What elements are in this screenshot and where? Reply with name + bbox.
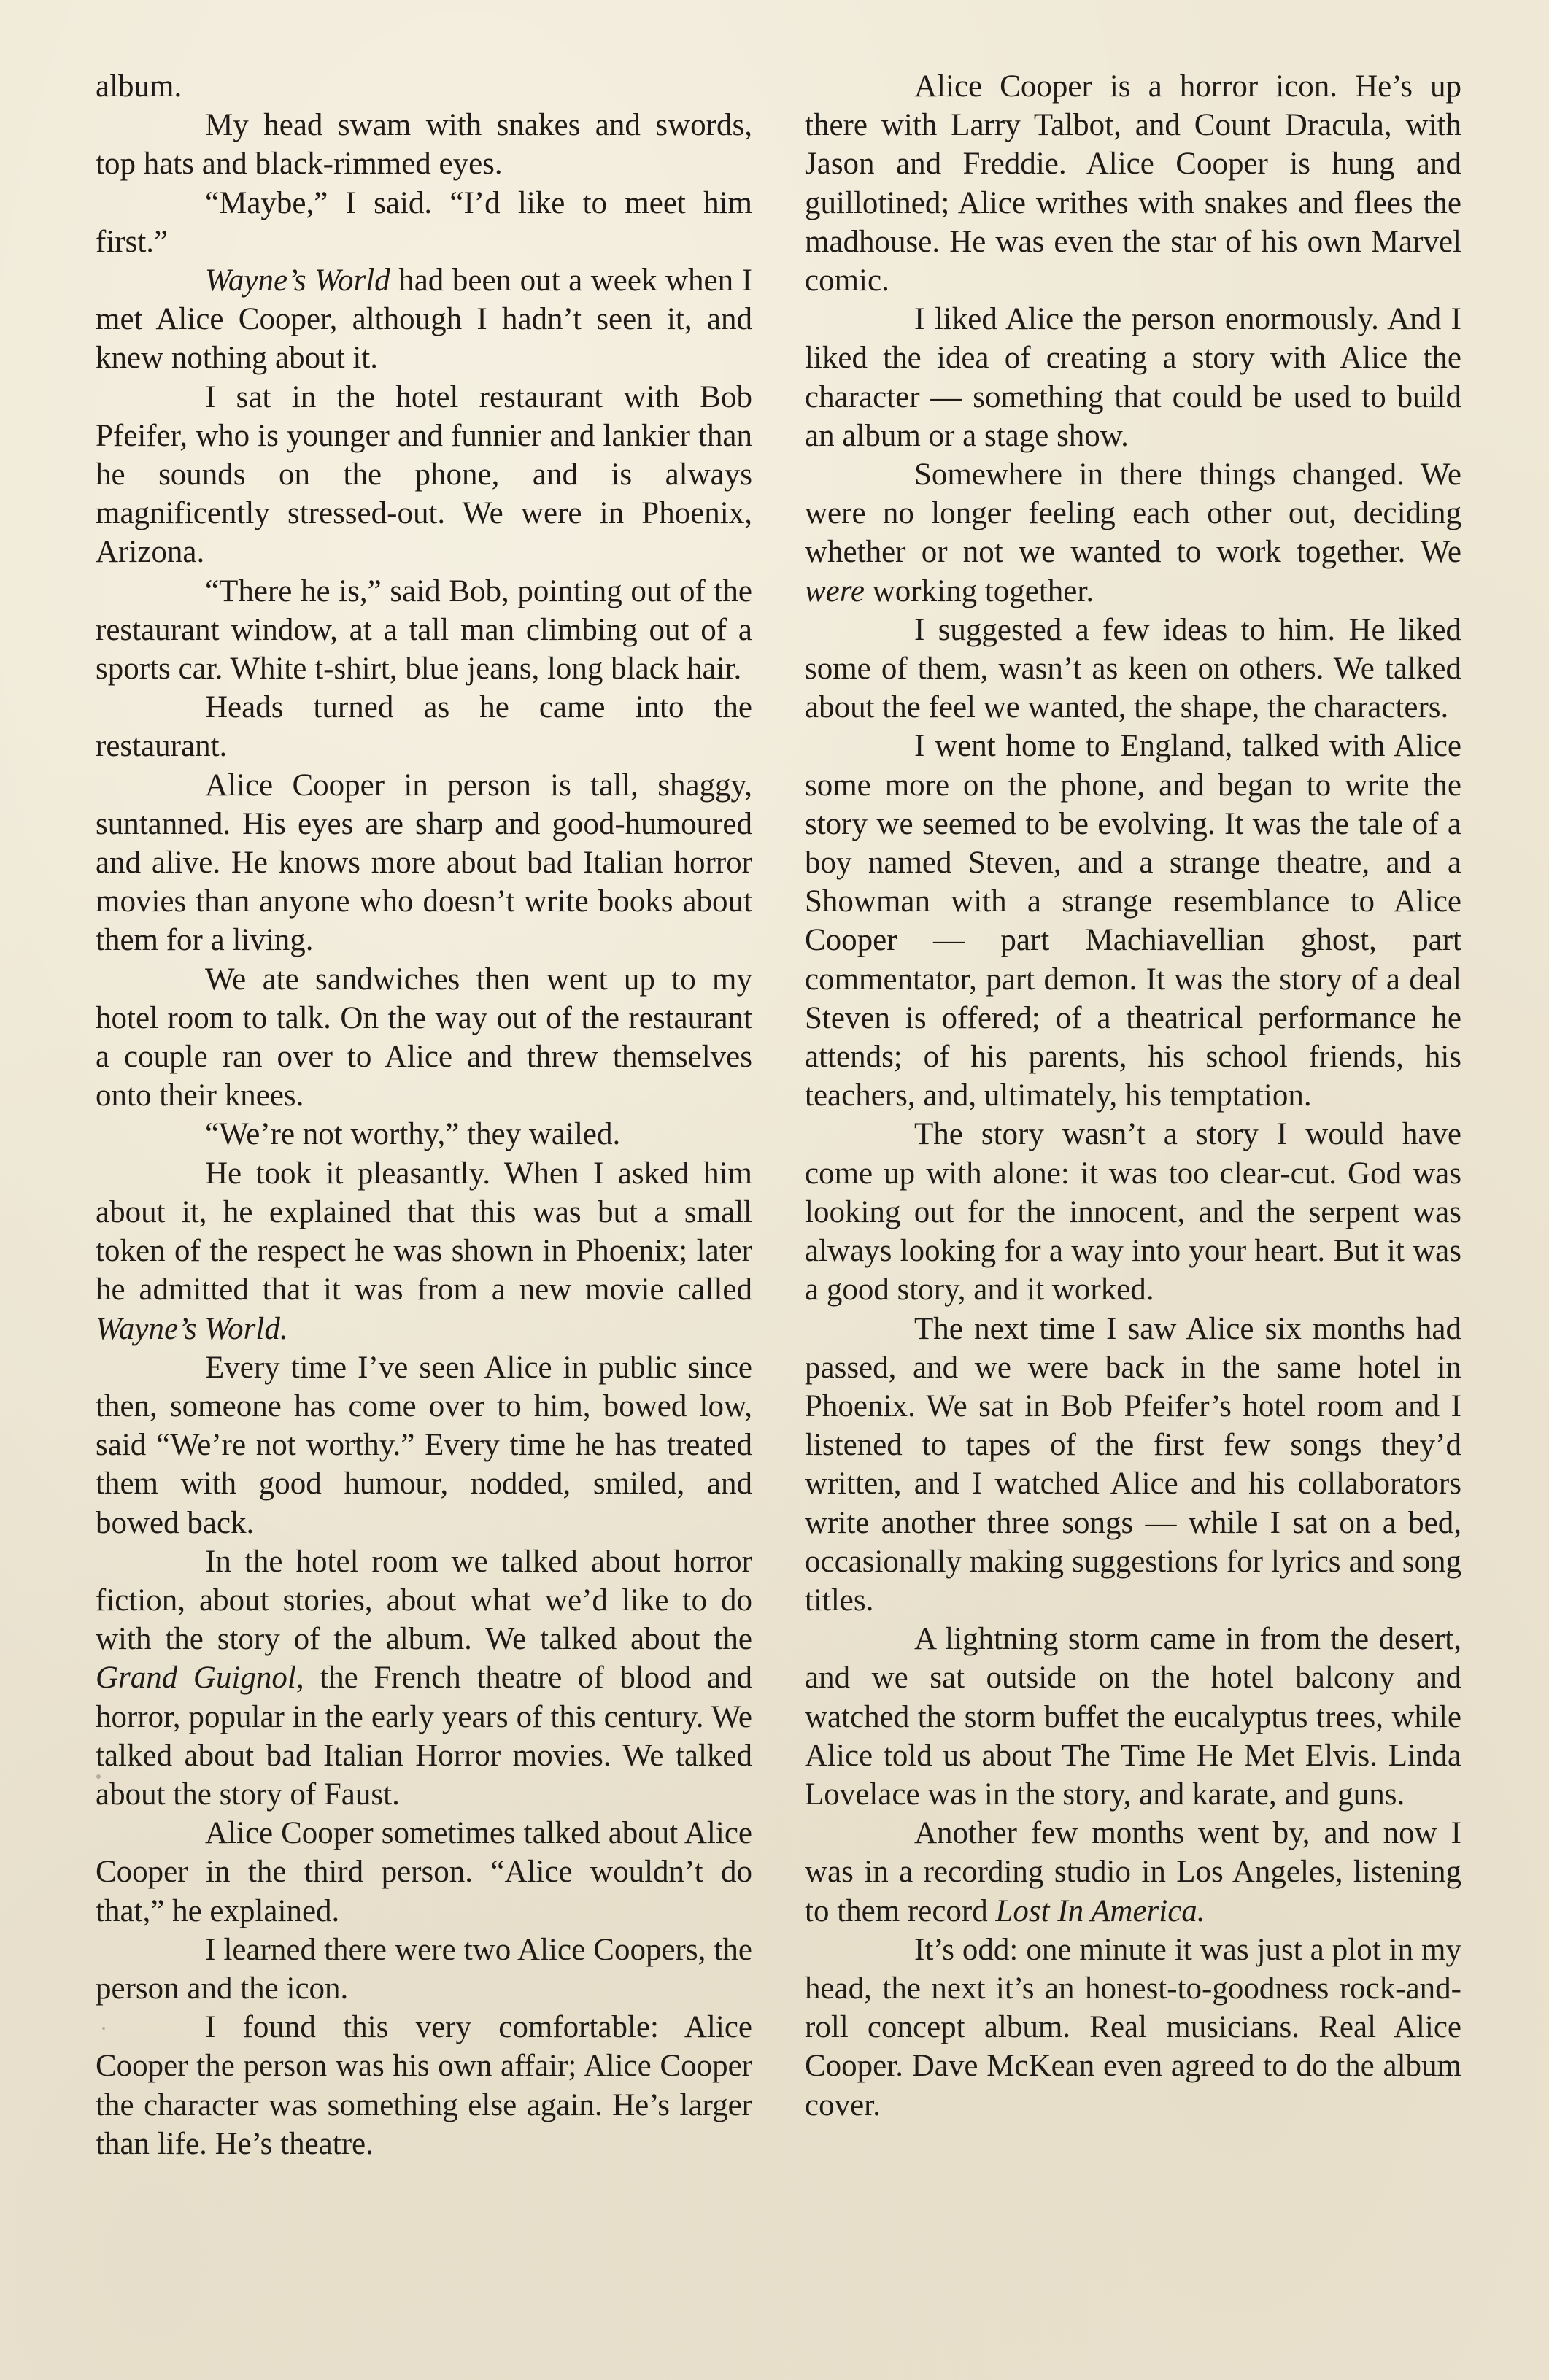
text-run: I sat in the hotel restaurant with Bob Pfeifer, who is younger and funnier and lankier than he sounds on the phone, and is always magnificently stressed-out. We were in Phoenix, Arizona. (96, 379, 752, 570)
paragraph (805, 1310, 1461, 1620)
italic-text-run: were (805, 573, 865, 608)
paragraph (96, 572, 752, 689)
paragraph (805, 67, 1461, 300)
paragraph (96, 2008, 752, 2163)
text-run: I learned there were two Alice Coopers, the person and the icon. (96, 1932, 752, 2006)
paragraph (96, 1154, 752, 1348)
text-run: I liked Alice the person enormously. And I liked the idea of creating a story with Alice the character — something that could be used to build an album or a stage show. (805, 302, 1461, 453)
text-run: “Maybe,” I said. “I’d like to meet him first.” (96, 185, 752, 259)
paragraph (96, 688, 752, 765)
paragraph (805, 300, 1461, 455)
text-run: It’s odd: one minute it was just a plot in my head, the next it’s an honest-to-goodness rock-and-roll concept album. Real musicians. Real Alice Cooper. Dave McKean even agreed to do the album cover. (805, 1932, 1461, 2122)
text-run: Another few months went by, and now I was in a recording studio in Los Angeles, listening to them record (805, 1816, 1461, 1928)
text-run: In the hotel room we talked about horror fiction, about stories, about what we’d like to do with the story of the album. We talked about the (96, 1544, 752, 1657)
text-run: Every time I’ve seen Alice in public since then, someone has come over to him, bowed low, said “We’re not worthy.” Every time he has treated them with good humour, nodded, smiled, and bowed back. (96, 1350, 752, 1540)
paragraph (96, 106, 752, 183)
italic-text-run: Lost In America. (995, 1893, 1205, 1928)
italic-text-run: Grand Guignol (96, 1661, 296, 1696)
paragraph (96, 960, 752, 1116)
text-run: Alice Cooper sometimes talked about Alice Cooper in the third person. “Alice wouldn’t do that,” he explained. (96, 1816, 752, 1928)
paragraph (96, 1542, 752, 1814)
text-run: He took it pleasantly. When I asked him about it, he explained that this was but a small token of the respect he was shown in Phoenix; later he admitted that it was from a new movie called (96, 1156, 752, 1307)
right-text-column (805, 67, 1461, 2125)
text-run: My head swam with snakes and swords, top hats and black-rimmed eyes. (96, 108, 752, 182)
text-run: We ate sandwiches then went up to my hotel room to talk. On the way out of the restaurant a couple ran over to Alice and threw themselves onto their knees. (96, 962, 752, 1113)
paragraph (805, 1620, 1461, 1814)
text-run: I went home to England, talked with Alice some more on the phone, and began to write the story we seemed to be evolving. It was the tale of a boy named Steven, and a strange theatre, and a Showman with a strange resemblance to Alice Cooper — part Machiavellian ghost, part commentator, part demon. It was the story of a deal Steven is offered; of a theatrical performance he attends; of his parents, his school friends, his teachers, and, ultimately, his temptation. (805, 729, 1461, 1113)
paragraph (96, 184, 752, 261)
paragraph (805, 611, 1461, 727)
text-run: The next time I saw Alice six months had passed, and we were back in the same hotel in Phoenix. We sat in Bob Pfeifer’s hotel room and I listened to tapes of the first few songs they’d written, and I watched Alice and his collaborators write another three songs — while I sat on a bed, occasionally making suggestions for lyrics and song titles. (805, 1311, 1461, 1618)
paragraph (96, 1931, 752, 2008)
paragraph (805, 727, 1461, 1115)
text-run: had been out a week when I met Alice Cooper, although I hadn’t seen it, and knew nothing about it. (96, 263, 752, 376)
paragraph (96, 766, 752, 960)
italic-text-run: Wayne’s World (205, 263, 390, 298)
text-run: I found this very comfortable: Alice Cooper the person was his own affair; Alice Cooper the character was something else again. He’s larger than life. He’s theatre. (96, 2010, 752, 2161)
paragraph (805, 1115, 1461, 1309)
text-run: Heads turned as he came into the restaurant. (96, 690, 752, 764)
paragraph (96, 1348, 752, 1542)
text-run: Somewhere in there things changed. We were no longer feeling each other out, deciding whether or not we wanted to work together. We (805, 457, 1461, 570)
paper-speck (96, 1774, 101, 1779)
text-run: The story wasn’t a story I would have come up with alone: it was too clear-cut. God was looking out for the innocent, and the serpent was always looking for a way into your heart. But it was a good story, and it worked. (805, 1117, 1461, 1307)
text-run: Alice Cooper in person is tall, shaggy, suntanned. His eyes are sharp and good-humoured and alive. He knows more about bad Italian horror movies than anyone who doesn’t write books about them for a living. (96, 768, 752, 958)
text-run: “We’re not worthy,” they wailed. (205, 1117, 621, 1152)
text-run: I suggested a few ideas to him. He liked some of them, wasn’t as keen on others. We talked about the feel we wanted, the shape, the characters. (805, 612, 1461, 725)
text-run: “There he is,” said Bob, pointing out of the restaurant window, at a tall man climbing out of a sports car. White t-shirt, blue jeans, long black hair. (96, 573, 752, 687)
left-text-column (96, 67, 752, 2163)
paragraph (805, 1814, 1461, 1931)
paragraph (96, 378, 752, 572)
text-run: , the French theatre of blood and horror, popular in the early years of this century. We talked about bad Italian Horror movies. We talked about the story of Faust. (96, 1661, 752, 1812)
paper-speck (352, 2029, 358, 2035)
paragraph (96, 1814, 752, 1931)
paragraph (805, 1931, 1461, 2125)
paragraph (96, 261, 752, 378)
text-run: working together. (865, 573, 1094, 608)
italic-text-run: Wayne’s World. (96, 1311, 288, 1346)
text-run: album. (96, 69, 182, 104)
paragraph (805, 455, 1461, 611)
paper-speck (102, 2027, 105, 2030)
text-run: Alice Cooper is a horror icon. He’s up there with Larry Talbot, and Count Dracula, with Jason and Freddie. Alice Cooper is hung and guillotined; Alice writhes with snakes and flees the madhouse. He was even the star of his own Marvel comic. (805, 69, 1461, 298)
paragraph (96, 1115, 752, 1154)
text-run: A lightning storm came in from the desert, and we sat outside on the hotel balcony and watched the storm buffet the eucalyptus trees, while Alice told us about The Time He Met Elvis. Linda Lovelace was in the story, and karate, and guns. (805, 1622, 1461, 1812)
paragraph (96, 67, 752, 106)
